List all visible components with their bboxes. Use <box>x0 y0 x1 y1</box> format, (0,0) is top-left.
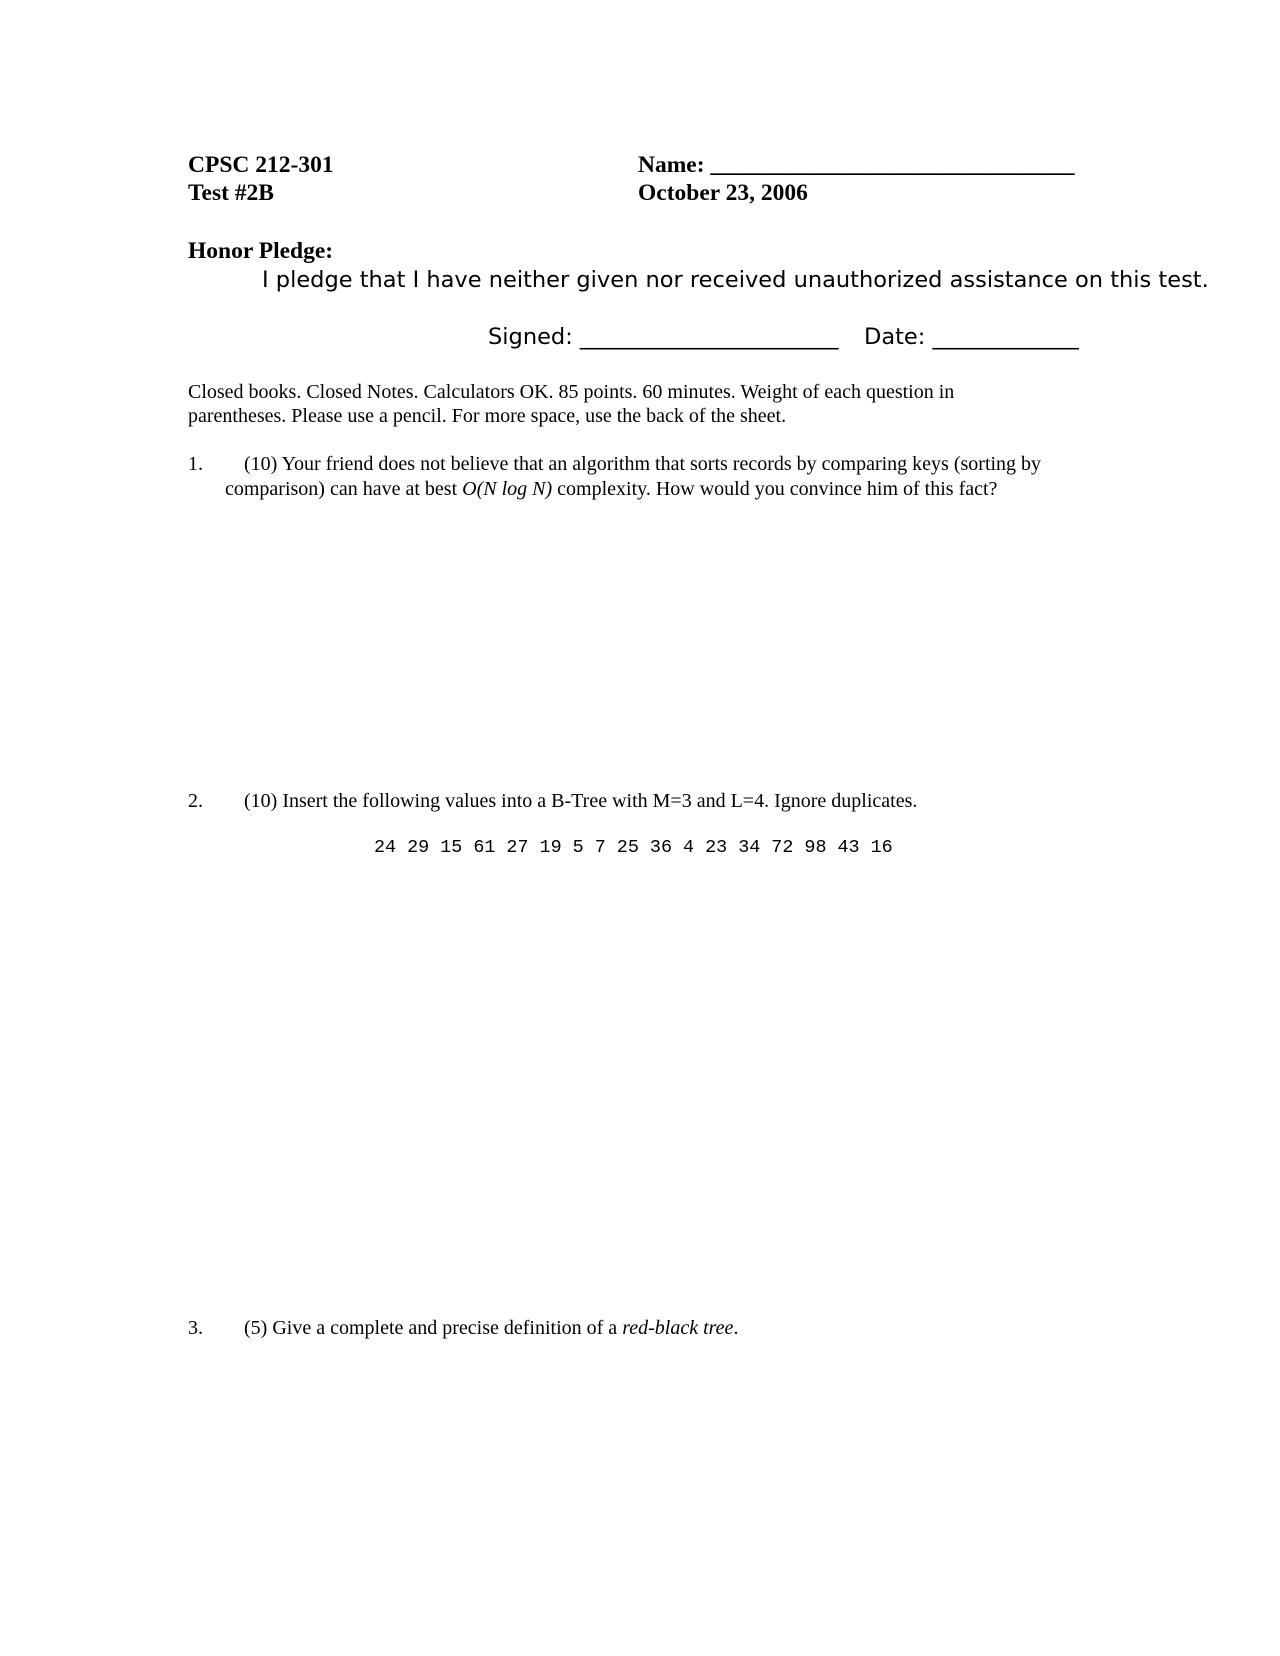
question-2-values: 24 29 15 61 27 19 5 7 25 36 4 23 34 72 98 43 16 <box>374 837 893 858</box>
question-1-text: (10) Your friend does not believe that an algorithm that sorts records by comparing keys (sorting by <box>244 453 1042 475</box>
pledge-date-line: Date: _____________ <box>864 324 1079 350</box>
pledge-statement: I pledge that I have neither given nor received unauthorized assistance on this test. <box>262 267 1209 293</box>
question-2-number: 2. <box>188 790 203 812</box>
instructions-line-1: Closed books. Closed Notes. Calculators OK. 85 points. 60 minutes. Weight of each question in <box>188 381 955 403</box>
signed-line: Signed: _______________________ <box>488 324 839 350</box>
pledge-heading: Honor Pledge: <box>188 238 334 264</box>
complexity-notation: O(N log N) <box>462 478 553 500</box>
instructions-line-2: parentheses. Please use a pencil. For more space, use the back of the sheet. <box>188 405 787 427</box>
course-code: CPSC 212-301 <box>188 152 334 178</box>
question-1-number: 1. <box>188 453 203 475</box>
question-1-text-continued: comparison) can have at best O(N log N) complexity. How would you convince him of this fact? <box>225 478 998 500</box>
question-3-text: (5) Give a complete and precise definition of a red-black tree. <box>244 1317 739 1339</box>
question-2-text: (10) Insert the following values into a B-Tree with M=3 and L=4. Ignore duplicates. <box>244 790 918 812</box>
name-field: Name: _______________________________ <box>638 152 1075 178</box>
red-black-tree-term: red-black tree <box>622 1317 734 1339</box>
test-id: Test #2B <box>188 180 274 206</box>
question-3-number: 3. <box>188 1317 203 1339</box>
test-date: October 23, 2006 <box>638 180 808 206</box>
